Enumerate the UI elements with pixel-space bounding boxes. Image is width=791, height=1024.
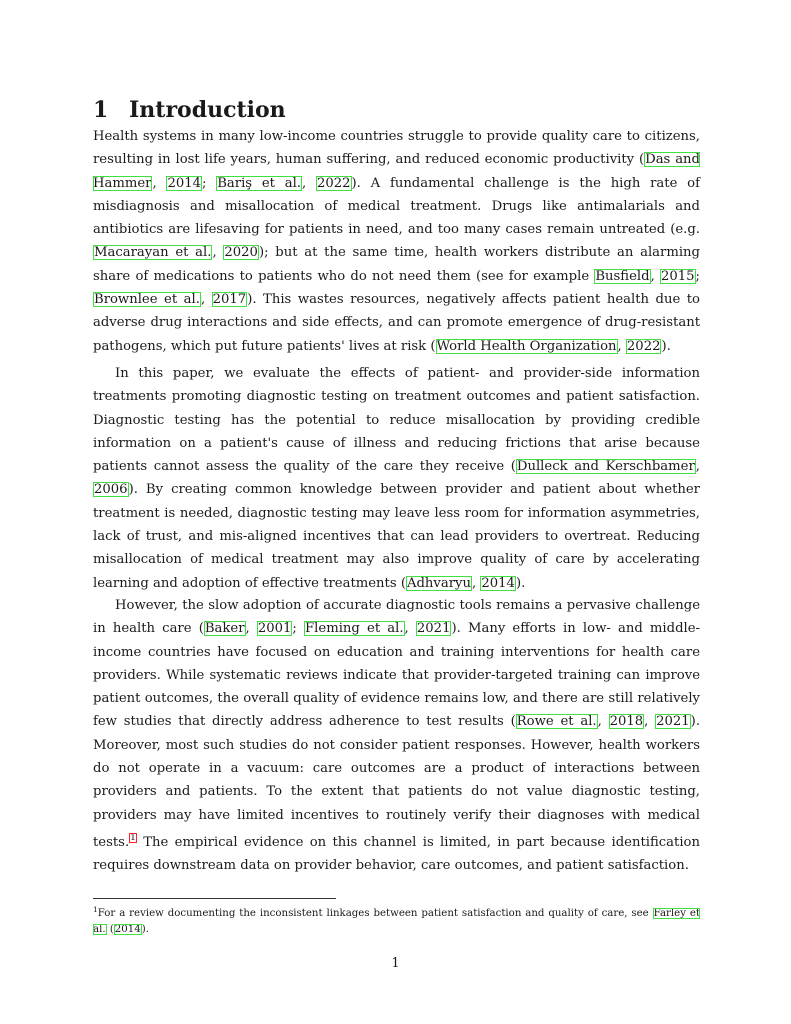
citation-year-link[interactable]: 2014 <box>167 175 202 191</box>
citation-separator: , <box>404 621 416 637</box>
citation-year-link[interactable]: 2021 <box>416 621 451 637</box>
footnote-ref-link[interactable]: 1 <box>130 832 136 843</box>
section-title-text: Introduction <box>129 97 286 123</box>
citation-link[interactable]: Busfield <box>595 268 650 284</box>
paragraph-text: ). By creating common knowledge between provider and patient about whether treatment is needed, diagnostic testing may leave less room for information asymmetries, lack of trust, and mis-aligned incentives that can lead providers to overtreat. Reducing misallocation of medical treatment may also improve quality of care by accelerating learning and adoption of effective treatments ( <box>93 482 700 591</box>
citation-separator: ; <box>292 621 305 637</box>
citation-year-link[interactable]: 2017 <box>212 292 247 308</box>
citation-link[interactable]: Baker <box>204 621 245 637</box>
citation-year-link[interactable]: 2021 <box>656 714 690 730</box>
citation-link[interactable]: Farley et al. <box>93 908 700 935</box>
citation-separator: , <box>152 175 167 191</box>
citation-separator: ; <box>695 268 700 284</box>
citation-link[interactable]: Dulleck and Kerschbamer <box>516 459 695 475</box>
paragraph-text: ). Moreover, most such studies do not consider patient responses. However, health workers do not operate in a vacuum: care outcomes are a product of interactions between providers and patients. To the extent that patients do not value diagnostic testing, providers may have limited incentives to routinely verify their diagnoses with medical tests. <box>93 714 701 850</box>
citation-separator: , <box>650 268 660 284</box>
paragraph-text: Health systems in many low-income countries struggle to provide quality care to citizens, resulting in lost life years, human suffering, and reduced economic productivity ( <box>93 129 700 168</box>
footnote-text: For a review documenting the inconsistent linkages between patient satisfaction and quality of care, see <box>97 908 653 919</box>
section-heading <box>93 96 286 124</box>
citation-link[interactable]: Rowe et al. <box>516 714 597 730</box>
citation-year-link[interactable]: 2022 <box>316 175 351 191</box>
citation-separator: , <box>695 459 700 475</box>
paragraph-text: ). <box>661 338 671 354</box>
paragraph-text: ). Many efforts in low- and middle-income countries have focused on education and training interventions for health care providers. While systematic reviews indicate that provider-targeted training can improve patient outcomes, the overall quality of evidence remains low, and there are still relatively few studies that directly address adherence to test results ( <box>93 621 701 730</box>
paragraph-text: ); but at the same time, health workers distribute an alarming share of medications to patients who do not need them (see for example <box>93 245 700 284</box>
paragraph-text: The empirical evidence on this channel is limited, in part because identification requires downstream data on provider behavior, care outcomes, and patient satisfaction. <box>93 834 700 874</box>
paragraph-1 <box>93 125 700 358</box>
citation-year-link[interactable]: 2006 <box>94 482 128 498</box>
paragraph-text: In this paper, we evaluate the effects of patient- and provider-side information treatments promoting diagnostic testing on treatment outcomes and patient satisfaction. Diagnostic testing has the potential to reduce misallocation by providing credible information on a patient's cause of illness and reducing frictions that arise because patients cannot assess the quality of the care they receive ( <box>93 366 700 475</box>
citation-link[interactable]: Das and Hammer <box>93 152 700 191</box>
citation-year-link[interactable]: 2001 <box>257 621 292 637</box>
citation-separator: , <box>212 245 224 261</box>
paragraph-text: ). This wastes resources, negatively affects patient health due to adverse drug interactions and side effects, and can promote emergence of drug-resistant pathogens, which put future patients' lives at risk ( <box>93 292 700 354</box>
footnote-mark: 1 <box>93 905 98 914</box>
citation-separator: ). <box>141 923 149 935</box>
citation-separator: , <box>617 338 626 354</box>
citation-link[interactable]: Adhvaryu <box>406 575 471 591</box>
paragraph-text: However, the slow adoption of accurate diagnostic tools remains a pervasive challenge in health care ( <box>93 598 700 637</box>
citation-separator: ( <box>106 923 114 935</box>
citation-separator: , <box>644 714 656 730</box>
citation-separator: , <box>597 714 609 730</box>
citation-link[interactable]: Macarayan et al. <box>94 245 212 261</box>
citation-year-link[interactable]: 2014 <box>114 923 141 935</box>
citation-separator: , <box>200 292 212 308</box>
citation-link[interactable]: Bariş et al. <box>217 175 301 191</box>
paragraph-text: ). A fundamental challenge is the high rate of misdiagnosis and misallocation of medical treatment. Drugs like antimalarials and antibiotics are lifesaving for patients in need, and too many cases remain untreated (e.g. <box>93 175 700 238</box>
citation-link[interactable]: Brownlee et al. <box>94 292 200 308</box>
footnote <box>93 902 700 937</box>
paragraph-3 <box>93 594 700 878</box>
citation-year-link[interactable]: 2022 <box>626 338 661 354</box>
section-number: 1 <box>93 97 109 123</box>
page-number: 1 <box>391 956 400 971</box>
paragraph-2 <box>93 362 700 595</box>
citation-separator: ; <box>202 175 217 191</box>
citation-separator: , <box>472 575 481 591</box>
citation-year-link[interactable]: 2015 <box>660 268 695 284</box>
citation-year-link[interactable]: 2020 <box>224 245 258 261</box>
citation-separator: , <box>302 175 316 191</box>
footnote-divider <box>93 898 336 899</box>
citation-separator: , <box>245 621 257 637</box>
citation-year-link[interactable]: 2018 <box>609 714 644 730</box>
citation-link[interactable]: World Health Organization <box>436 338 617 354</box>
paragraph-text: ). <box>515 575 526 591</box>
citation-year-link[interactable]: 2014 <box>481 575 515 591</box>
citation-link[interactable]: Fleming et al. <box>305 621 404 637</box>
